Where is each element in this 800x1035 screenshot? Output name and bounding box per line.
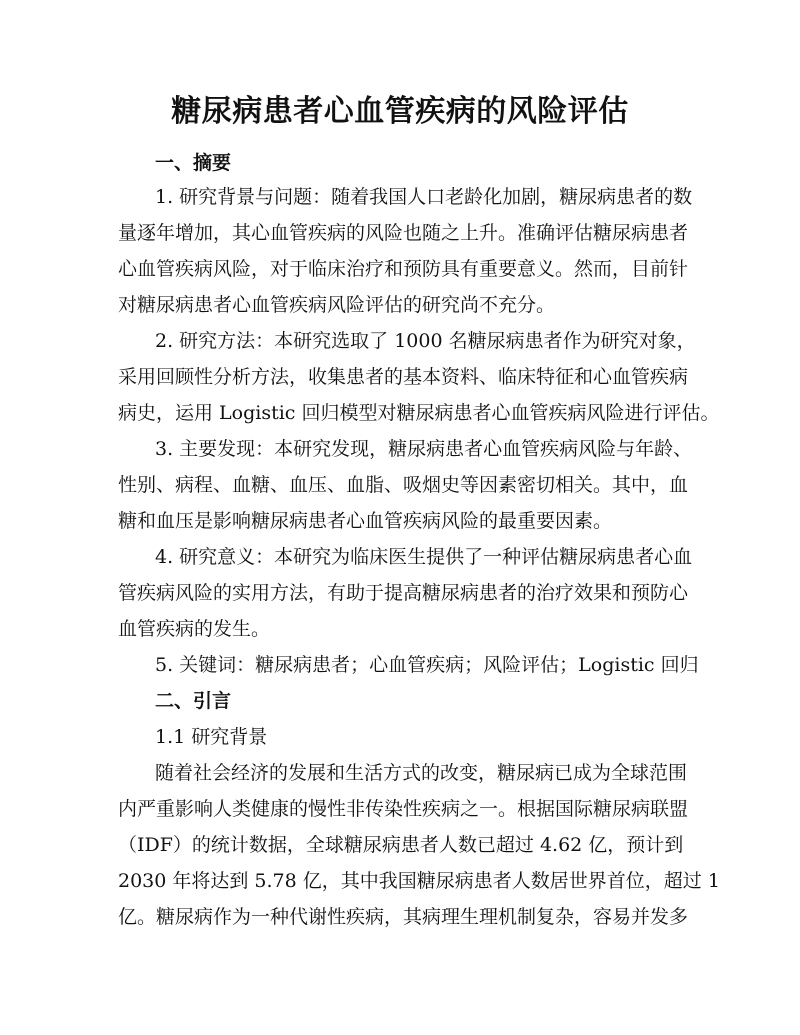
paragraph-line: 血管疾病的发生。 [118,618,271,640]
paragraph-line: 对糖尿病患者心血管疾病风险评估的研究尚不充分。 [118,294,556,316]
document-title: 糖尿病患者心血管疾病的风险评估 [171,94,629,129]
paragraph-line: 5. 关键词：糖尿病患者；心血管疾病；风险评估；Logistic 回归 [155,654,699,676]
subsection-heading: 1.1 研究背景 [155,726,268,748]
paragraph-line: 管疾病风险的实用方法，有助于提高糖尿病患者的治疗效果和预防心 [118,582,689,604]
paragraph-line: 4. 研究意义：本研究为临床医生提供了一种评估糖尿病患者心血 [155,546,693,568]
paragraph-line: 1. 研究背景与问题：随着我国人口老龄化加剧，糖尿病患者的数 [155,186,693,208]
paragraph-line: 2030 年将达到 5.78 亿，其中我国糖尿病患者人数居世界首位，超过 1 [118,870,720,892]
paragraph-line: 2. 研究方法：本研究选取了 1000 名糖尿病患者作为研究对象， [155,330,696,352]
paragraph-line: 性别、病程、血糖、血压、血脂、吸烟史等因素密切相关。其中，血 [118,474,689,496]
paragraph-line: 量逐年增加，其心血管疾病的风险也随之上升。准确评估糖尿病患者 [118,222,689,244]
paragraph-line: 3. 主要发现：本研究发现，糖尿病患者心血管疾病风险与年龄、 [155,438,693,460]
paragraph-line: （IDF）的统计数据，全球糖尿病患者人数已超过 4.62 亿，预计到 [118,834,684,856]
paragraph-line: 采用回顾性分析方法，收集患者的基本资料、临床特征和心血管疾病 [118,366,689,388]
paragraph-line: 心血管疾病风险，对于临床治疗和预防具有重要意义。然而，目前针 [118,258,689,280]
section-heading-intro: 二、引言 [155,690,232,712]
paragraph-line: 随着社会经济的发展和生活方式的改变，糖尿病已成为全球范围 [155,762,688,784]
paragraph-line: 糖和血压是影响糖尿病患者心血管疾病风险的最重要因素。 [118,510,613,532]
paragraph-line: 病史，运用 Logistic 回归模型对糖尿病患者心血管疾病风险进行评估。 [118,402,720,424]
section-heading-abstract: 一、摘要 [155,152,232,174]
paragraph-line: 内严重影响人类健康的慢性非传染性疾病之一。根据国际糖尿病联盟 [118,798,689,820]
paragraph-line: 亿。糖尿病作为一种代谢性疾病，其病理生理机制复杂，容易并发多 [118,906,689,928]
